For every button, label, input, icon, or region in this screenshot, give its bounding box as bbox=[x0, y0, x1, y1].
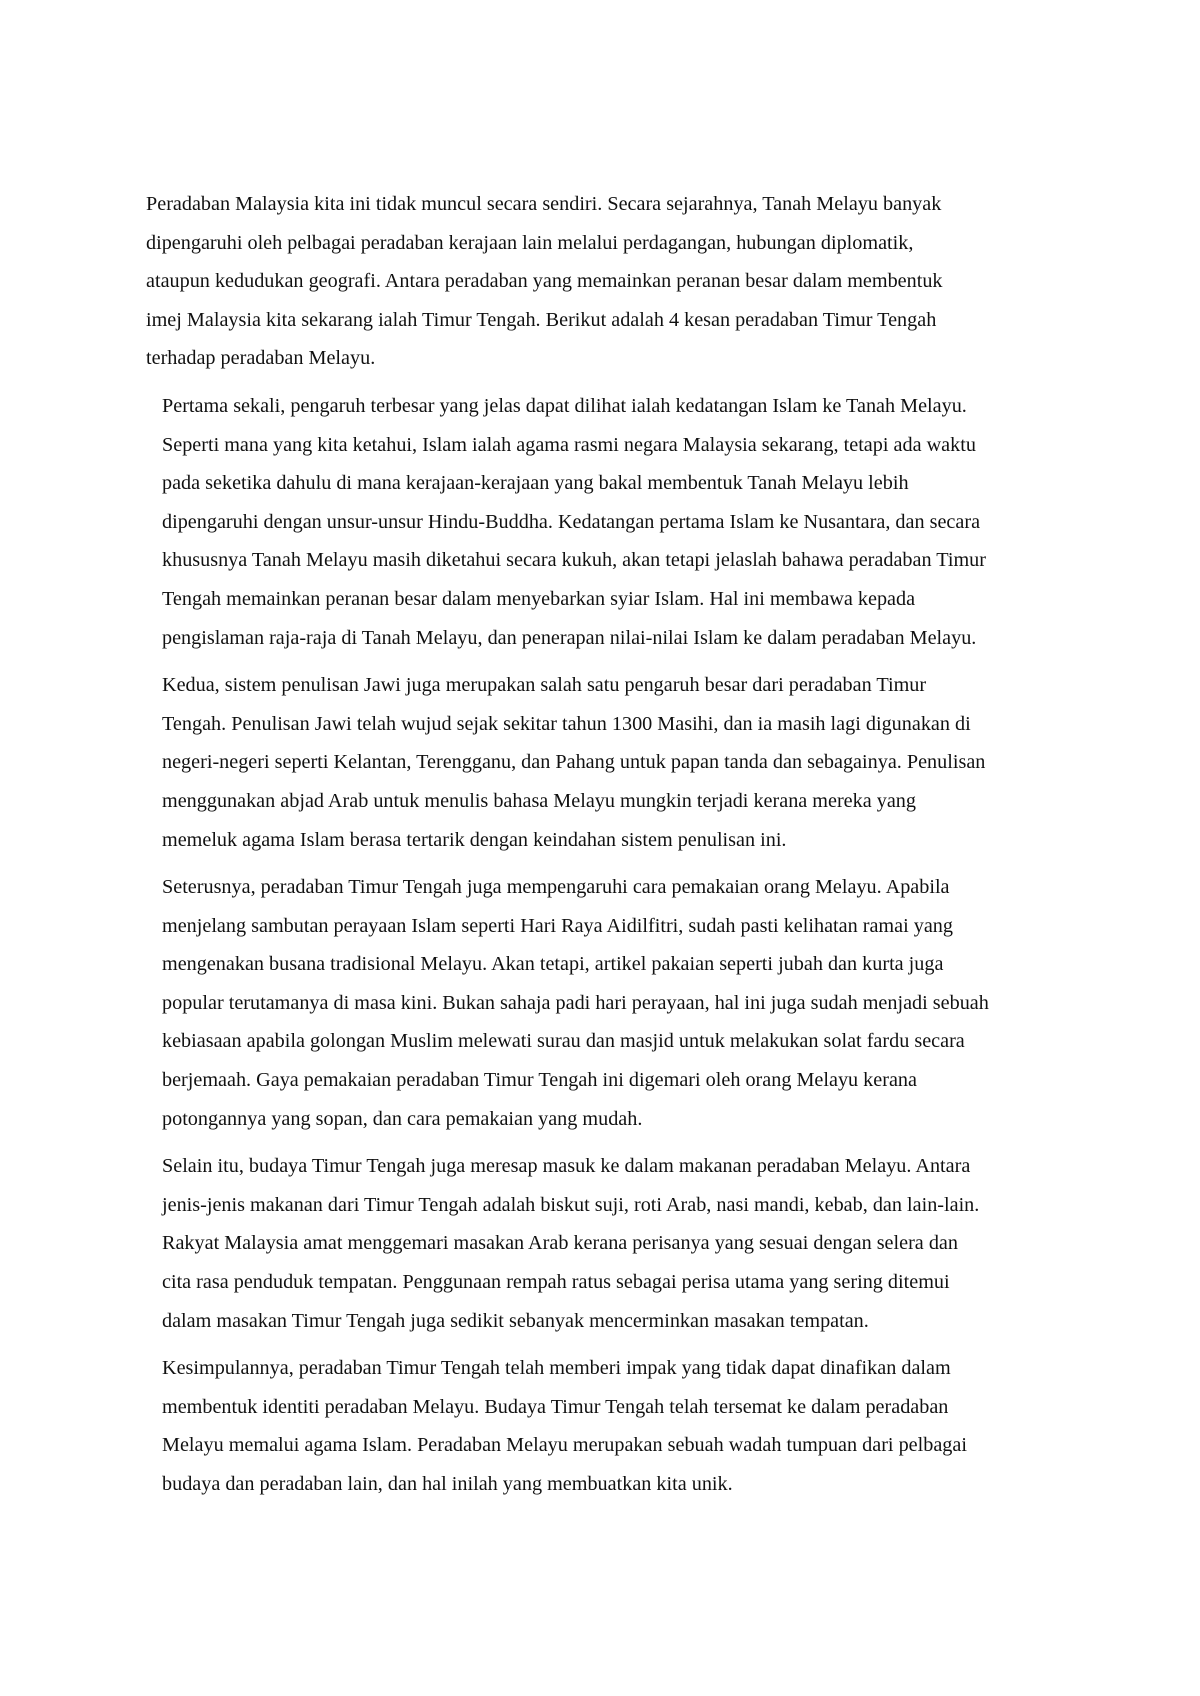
paragraph-line: potongannya yang sopan, dan cara pemakaian yang mudah. bbox=[162, 1107, 643, 1130]
paragraph-food bbox=[146, 1147, 1066, 1340]
paragraph-line: ataupun kedudukan geografi. Antara peradaban yang memainkan peranan besar dalam membentuk bbox=[146, 270, 943, 293]
paragraph-line: cita rasa penduduk tempatan. Penggunaan rempah ratus sebagai perisa utama yang sering ditemui bbox=[162, 1271, 950, 1294]
paragraph-line: membentuk identiti peradaban Melayu. Budaya Timur Tengah telah tersemat ke dalam peradaban bbox=[162, 1395, 949, 1418]
paragraph-line: negeri-negeri seperti Kelantan, Terengganu, dan Pahang untuk papan tanda dan sebagainya. Penulisan bbox=[162, 751, 986, 774]
paragraph-islam bbox=[146, 387, 1066, 657]
paragraph-line: Kesimpulannya, peradaban Timur Tengah telah memberi impak yang tidak dapat dinafikan dalam bbox=[162, 1357, 951, 1380]
paragraph-line: Pertama sekali, pengaruh terbesar yang jelas dapat dilihat ialah kedatangan Islam ke Tanah Melayu. bbox=[162, 394, 967, 417]
paragraph-introduction bbox=[146, 185, 1066, 378]
paragraph-line: pengislaman raja-raja di Tanah Melayu, dan penerapan nilai-nilai Islam ke dalam peradaban Melayu. bbox=[162, 626, 977, 649]
paragraph-line: kebiasaan apabila golongan Muslim melewati surau dan masjid untuk melakukan solat fardu secara bbox=[162, 1030, 965, 1053]
paragraph-line: dipengaruhi oleh pelbagai peradaban kerajaan lain melalui perdagangan, hubungan diplomatik, bbox=[146, 231, 914, 254]
paragraph-line: pada seketika dahulu di mana kerajaan-kerajaan yang bakal membentuk Tanah Melayu lebih bbox=[162, 472, 909, 495]
paragraph-line: Seterusnya, peradaban Timur Tengah juga mempengaruhi cara pemakaian orang Melayu. Apabila bbox=[162, 876, 950, 899]
paragraph-line: jenis-jenis makanan dari Timur Tengah adalah biskut suji, roti Arab, nasi mandi, kebab, dan lain-lain. bbox=[162, 1193, 980, 1216]
paragraph-line: Selain itu, budaya Timur Tengah juga meresap masuk ke dalam makanan peradaban Melayu. Antara bbox=[162, 1155, 971, 1178]
paragraph-line: popular terutamanya di masa kini. Bukan sahaja padi hari perayaan, hal ini juga sudah menjadi sebuah bbox=[162, 991, 989, 1014]
paragraph-line: dalam masakan Timur Tengah juga sedikit sebanyak mencerminkan masakan tempatan. bbox=[162, 1309, 869, 1332]
paragraph-line: menjelang sambutan perayaan Islam seperti Hari Raya Aidilfitri, sudah pasti kelihatan ramai yang bbox=[162, 914, 953, 937]
document-body bbox=[146, 185, 1066, 1513]
paragraph-line: terhadap peradaban Melayu. bbox=[146, 347, 376, 370]
paragraph-line: dipengaruhi dengan unsur-unsur Hindu-Buddha. Kedatangan pertama Islam ke Nusantara, dan secara bbox=[162, 510, 981, 533]
paragraph-line: Peradaban Malaysia kita ini tidak muncul secara sendiri. Secara sejarahnya, Tanah Melayu banyak bbox=[146, 193, 942, 215]
paragraph-line: mengenakan busana tradisional Melayu. Akan tetapi, artikel pakaian seperti jubah dan kurta juga bbox=[162, 953, 944, 976]
paragraph-conclusion bbox=[146, 1349, 1066, 1503]
paragraph-line: Seperti mana yang kita ketahui, Islam ialah agama rasmi negara Malaysia sekarang, tetapi ada waktu bbox=[162, 433, 976, 456]
paragraph-line: khususnya Tanah Melayu masih diketahui secara kukuh, akan tetapi jelaslah bahawa peradaban Timur bbox=[162, 549, 986, 572]
paragraph-line: berjemaah. Gaya pemakaian peradaban Timur Tengah ini digemari oleh orang Melayu kerana bbox=[162, 1069, 917, 1092]
paragraph-line: Kedua, sistem penulisan Jawi juga merupakan salah satu pengaruh besar dari peradaban Timur bbox=[162, 674, 927, 697]
paragraph-line: budaya dan peradaban lain, dan hal inilah yang membuatkan kita unik. bbox=[162, 1473, 733, 1495]
paragraph-line: Rakyat Malaysia amat menggemari masakan Arab kerana perisanya yang sesuai dengan selera dan bbox=[162, 1232, 958, 1255]
paragraph-line: menggunakan abjad Arab untuk menulis bahasa Melayu mungkin terjadi kerana mereka yang bbox=[162, 789, 916, 812]
paragraph-line: Melayu memalui agama Islam. Peradaban Melayu merupakan sebuah wadah tumpuan dari pelbagai bbox=[162, 1434, 967, 1457]
paragraph-line: memeluk agama Islam berasa tertarik dengan keindahan sistem penulisan ini. bbox=[162, 828, 787, 851]
paragraph-line: Tengah memainkan peranan besar dalam menyebarkan syiar Islam. Hal ini membawa kepada bbox=[162, 587, 916, 610]
paragraph-line: imej Malaysia kita sekarang ialah Timur Tengah. Berikut adalah 4 kesan peradaban Timur Tengah bbox=[146, 308, 937, 331]
paragraph-line: Tengah. Penulisan Jawi telah wujud sejak sekitar tahun 1300 Masihi, dan ia masih lagi digunakan di bbox=[162, 712, 971, 735]
paragraph-clothing bbox=[146, 868, 1066, 1138]
paragraph-jawi-script bbox=[146, 666, 1066, 859]
